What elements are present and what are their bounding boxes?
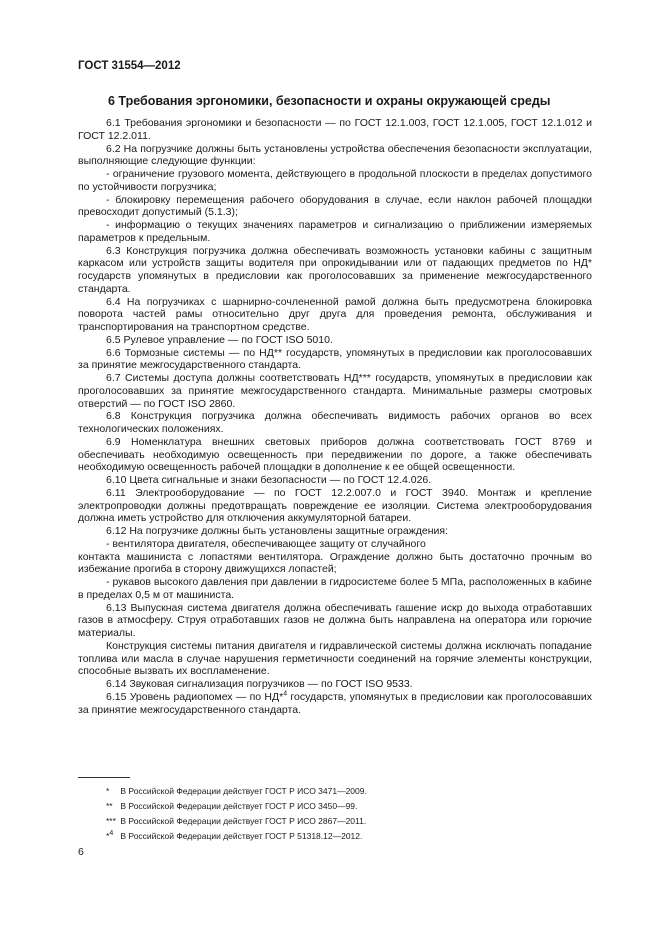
- paragraph: 6.10 Цвета сигнальные и знаки безопасности — по ГОСТ 12.4.026.: [106, 474, 432, 486]
- list-item: - ограничение грузового момента, действующего в продольной плоскости в пределах допустимого по устойчивости погрузчика;: [78, 168, 592, 193]
- document-code: ГОСТ 31554—2012: [78, 60, 181, 72]
- paragraph: 6.2 На погрузчике должны быть установлены устройства обеспечения безопасности эксплуатации, выполняющие следующие функции:: [78, 142, 592, 168]
- paragraph: 6.4 На погрузчиках с шарнирно-сочлененной рамой должна быть предусмотрена блокировка поворота частей рамы относительно друг друга для проведения ремонта, обслуживания и транспортирования на транспортном средстве.: [78, 295, 592, 333]
- footnote-text: В Российской Федерации действует ГОСТ Р ИСО 3471—2009.: [120, 786, 367, 796]
- paragraph: 6.8 Конструкция погрузчика должна обеспечивать видимость рабочих органов во всех технологических положениях.: [78, 410, 592, 435]
- footnote: [106, 799, 596, 814]
- footnote-marker-text: *: [106, 786, 110, 796]
- footnote-marker: [106, 829, 118, 844]
- footnote-marker: [106, 799, 118, 814]
- list-item: - блокировку перемещения рабочего оборудования в случае, если наклон рабочей площадки превосходит допустимый (5.1.3);: [78, 193, 592, 219]
- list-item: - вентилятора двигателя, обеспечивающее защиту от случайного: [106, 537, 426, 550]
- paragraph: 6.13 Выпускная система двигателя должна обеспечивать гашение искр до выхода отработавших газов в атмосферу. Струя отработавших газов не должна быть направлена на оператора или горючие материалы.: [78, 601, 592, 639]
- section-title: 6 Требования эргономики, безопасности и охраны окружающей среды: [108, 94, 551, 108]
- footnote-marker: [106, 784, 118, 799]
- footnote: [106, 784, 596, 799]
- footnote-divider: [78, 777, 130, 778]
- footnote-marker-text: *: [106, 831, 110, 841]
- footnote: [106, 829, 596, 844]
- footnote-superscript: 4: [283, 690, 288, 698]
- footnotes: [106, 784, 596, 844]
- footnote-text: В Российской Федерации действует ГОСТ Р 51318.12—2012.: [120, 831, 363, 841]
- paragraph: 6.6 Тормозные системы — по НД** государств, упомянутых в предисловии как проголосовавших за принятие межгосударственного стандарта.: [78, 346, 592, 372]
- page-number: 6: [78, 846, 84, 858]
- paragraph: 6.9 Номенклатура внешних световых приборов должна соответствовать ГОСТ 8769 и обеспечивать необходимую освещенность при передвижении по дороге, а также обеспечивать необходимую освещенность рабочей площадки в дополнение к ее общей освещенности.: [78, 435, 592, 474]
- paragraph: 6.1 Требования эргономики и безопасности — по ГОСТ 12.1.003, ГОСТ 12.1.005, ГОСТ 12.1.012 и ГОСТ 12.2.011.: [78, 117, 592, 142]
- paragraph-text: государств, упомянутых в предисловии как проголосовавших за принятие межгосударственного стандарта.: [78, 690, 592, 716]
- paragraph: 6.12 На погрузчике должны быть установлены защитные ограждения:: [106, 525, 448, 537]
- paragraph: 6.5 Рулевое управление — по ГОСТ ISO 5010.: [106, 333, 333, 346]
- paragraph: 6.14 Звуковая сигнализация погрузчиков — по ГОСТ ISO 9533.: [106, 678, 413, 690]
- list-item: - рукавов высокого давления при давлении в гидросистеме более 5 МПа, расположенных в кабине в пределах 0,5 м от машиниста.: [78, 576, 592, 601]
- footnote-marker-sup: 4: [109, 830, 114, 838]
- footnote-marker-text: ***: [106, 816, 116, 826]
- footnote: [106, 814, 596, 829]
- footnote-marker: [106, 814, 118, 829]
- paragraph: 6.11 Электрооборудование — по ГОСТ 12.2.007.0 и ГОСТ 3940. Монтаж и крепление электропроводки должны предотвращать повреждение ее изоляции. Система электрооборудования должна иметь устройство для отключения аккумуляторной батареи.: [78, 486, 592, 525]
- paragraph-text: 6.15 Уровень радиопомех — по НД*: [106, 690, 284, 703]
- paragraph: 6.7 Системы доступа должны соответствовать НД*** государств, упомянутых в предисловии как проголосовавших за принятие межгосударственного стандарта. Минимальные размеры смотровых отверстий — по ГОСТ ISO 2860.: [78, 372, 592, 410]
- list-item: - информацию о текущих значениях параметров и сигнализацию о приближении измеряемых параметров к предельным.: [78, 219, 592, 244]
- footnote-marker-text: **: [106, 801, 113, 811]
- body-text: [78, 117, 592, 716]
- paragraph: [78, 691, 592, 717]
- paragraph: 6.3 Конструкция погрузчика должна обеспечивать возможность установки кабины с защитным каркасом или устройств защиты водителя при опрокидывании или от падающих предметов по НД* государств упомянутых в предисловии как проголосовавших за применение межгосударственного стандарта.: [78, 244, 592, 295]
- paragraph-continuation: контакта машиниста с лопастями вентилятора. Ограждение должно быть достаточно прочным во избежание прогиба в сторону движущихся лопастей;: [78, 550, 592, 576]
- footnote-text: В Российской Федерации действует ГОСТ Р ИСО 2867—2011.: [120, 816, 367, 826]
- footnote-text: В Российской Федерации действует ГОСТ Р ИСО 3450—99.: [120, 801, 358, 811]
- paragraph: Конструкция системы питания двигателя и гидравлической системы должна исключать попадание топлива или масла в случае нарушения герметичности соединений на горячие элементы конструкции, способные вызвать их воспламенение.: [78, 639, 592, 678]
